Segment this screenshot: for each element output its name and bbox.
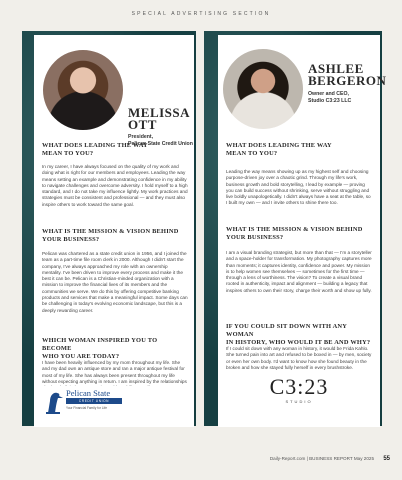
portrait-photo-ashlee [221, 47, 305, 131]
question-3-line-1: WHICH WOMAN INSPIRED YOU TO BECOME [42, 337, 158, 352]
page-footer: Daily-Report.com | BUSINESS REPORT May 2025 55 [269, 456, 390, 462]
pelican-state-logo [42, 387, 132, 417]
question-3-line-1: IF YOU COULD SIT DOWN WITH ANY WOMAN [226, 323, 347, 338]
logo-sub: STUDIO [285, 399, 313, 404]
question-1-line-1: WHAT DOES LEADING THE WAY [226, 142, 332, 149]
question-1-line-2: MEAN TO YOU? [42, 150, 94, 157]
logo-name: Pelican State [66, 388, 111, 398]
question-1 [42, 142, 188, 158]
page-number: 55 [383, 456, 390, 462]
name-first: MELISSA [128, 105, 191, 120]
logo-band: CREDIT UNION [66, 398, 122, 404]
profile-card-melissa-ott [34, 35, 194, 427]
question-3 [226, 323, 372, 347]
profile-name [128, 107, 190, 131]
answer-3: I have been heavily influenced by my mom throughout my life. She and my dad own an antique store and ran a major antique festival for most of my life. She has always been present throughout my life without expecting anything in return. I am inspired by the relationships [42, 360, 187, 384]
footer-site: Daily-Report.com [269, 456, 306, 461]
role-title: Owner and CEO, [308, 91, 349, 97]
studio-c323-logo [254, 375, 344, 415]
question-1 [226, 142, 372, 158]
answer-2: Pelican was chartered as a state credit union in 1956, and I joined the team as a part-time file room clerk in 2000. Although I didn't start the company, I've always approached my role with an ownership mentality. I've been driven to improve every process and make it the best it can be. Pelican is a Christian-minded organization with a mission to improve the financial lives of its members and the communities we serve. We do this by offering competitive banking products and services that make a meaningful impact. Some days can be challenging in today's evolving economic landscape, but this is a deeply rewarding career. [42, 251, 188, 313]
question-2 [42, 228, 188, 244]
question-2-line-1: WHAT IS THE MISSION & VISION BEHIND [226, 226, 363, 233]
answer-1: Leading the way means showing up as my highest self and choosing purpose-driven joy over a chaotic grind. Through my life's work, business growth and bold storytelling, I lead by example — proving you can build success without shrinking, serve without struggling and live boldly unapologetically. I didn't always have a seat at the table, so I built my own — and I invite others to shine there too. [226, 169, 371, 206]
question-3-line-2: WHO YOU ARE TODAY? [42, 353, 120, 360]
profile-card-ashlee-bergeron [218, 35, 387, 427]
question-3-line-2: IN HISTORY, WHO WOULD IT BE AND WHY? [226, 339, 371, 346]
answer-2: I am a visual branding strategist, but more than that — I'm a storyteller and a space-holder for transformation. My photography captures more than moments; it captures identity, confidence and power. My mission is to help women see themselves — sometimes for the first time — through a lens of worthiness. The vision? To create a visual brand rooted in authenticity, impact and alignment — building a legacy that inspires others to own their story, charge their worth and show up fully. [226, 250, 372, 293]
name-first: ASHLEE [308, 61, 364, 76]
profile-role [308, 91, 378, 105]
profile-name [308, 61, 387, 88]
question-2 [226, 226, 372, 242]
section-header: SPECIAL ADVERTISING SECTION [131, 11, 271, 17]
footer-issue: BUSINESS REPORT May 2025 [309, 456, 375, 461]
role-company: Pelican State Credit Union [128, 141, 193, 147]
answer-3: If I could sit down with any woman in history, it would be Frida Kahlo. She turned pain into art and refused to be boxed in — by men, society or even her own body. I'd want to know how she found beauty in the broken and how she stayed fully herself in every brushstroke. [226, 346, 372, 370]
portrait-photo-melissa [41, 48, 125, 132]
answer-1: In my career, I have always focused on the quality of my work and doing what is right for our members and employees. Leading the way means setting an example and demonstrating confidence in my ability to navigate challenges and overcome adversity. I hold myself to a high standard, and I do not take my influence lightly. My work practices and strategies must be consistent and professional — and they must also inspire others to work toward the same goal. [42, 164, 188, 207]
role-title: President, [128, 134, 154, 140]
logo-main: C3:23 [269, 374, 329, 399]
name-last: BERGERON [308, 73, 387, 88]
name-last: OTT [128, 117, 157, 132]
question-2-line-1: WHAT IS THE MISSION & VISION BEHIND [42, 228, 179, 235]
question-1-line-2: MEAN TO YOU? [226, 150, 278, 157]
question-3 [42, 337, 188, 361]
question-2-line-2: YOUR BUSINESS? [226, 234, 284, 241]
pelican-icon [42, 387, 64, 415]
question-1-line-1: WHAT DOES LEADING THE WAY [42, 142, 148, 149]
role-company: Studio C3:23 LLC [308, 98, 352, 104]
question-2-line-2: YOUR BUSINESS? [42, 236, 100, 243]
logo-tagline: Your Financial Family for Life [66, 406, 107, 410]
